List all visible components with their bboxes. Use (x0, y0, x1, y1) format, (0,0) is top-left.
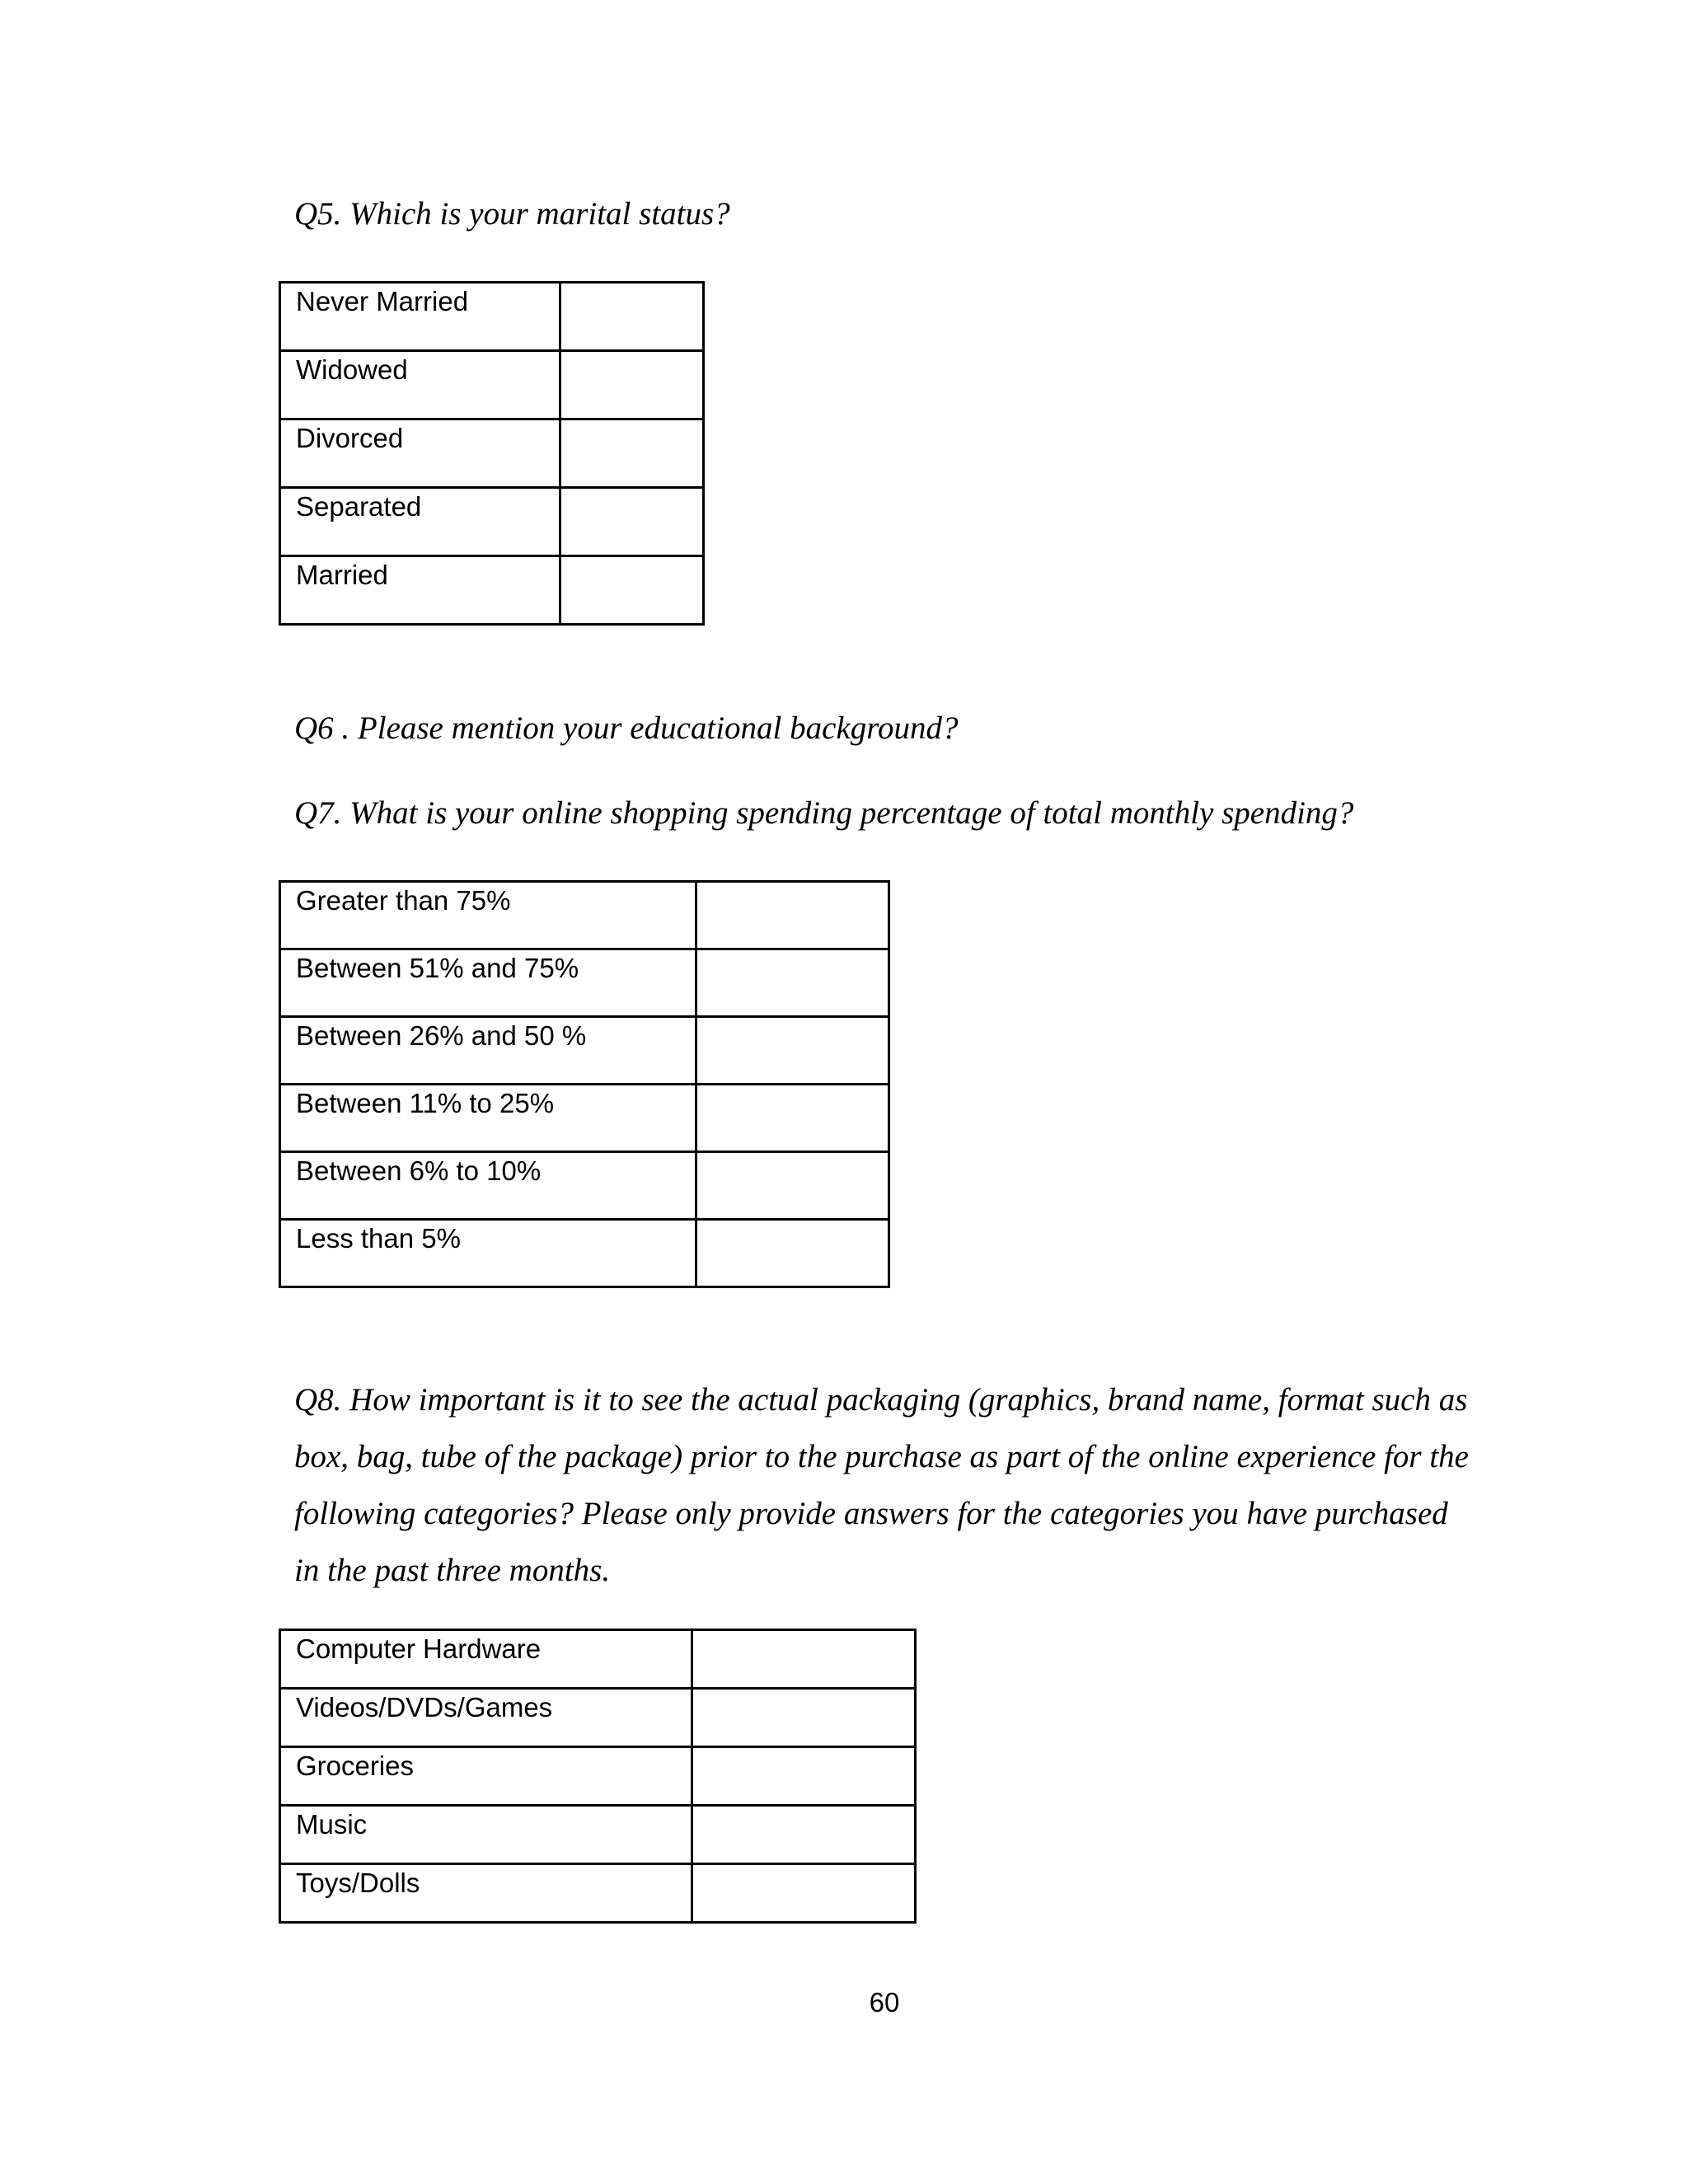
q7-question: Q7. What is your online shopping spending percentage of total monthly spending? (294, 795, 1354, 831)
q7-answer-table (279, 880, 890, 1288)
q5-option-label: Widowed (280, 351, 560, 419)
table-row (280, 1689, 916, 1747)
q7-option-label: Between 51% and 75% (280, 949, 696, 1017)
table-row (280, 882, 889, 949)
q8-answer-box[interactable] (692, 1747, 916, 1806)
q8-answer-box[interactable] (692, 1806, 916, 1864)
q8-answer-box[interactable] (692, 1689, 916, 1747)
q5-answer-box[interactable] (560, 488, 704, 556)
table-row (280, 351, 704, 419)
q5-question: Q5. Which is your marital status? (294, 196, 730, 232)
q7-answer-box[interactable] (696, 1085, 889, 1152)
table-row (280, 283, 704, 351)
q5-option-label: Never Married (280, 283, 560, 351)
q7-option-label: Less than 5% (280, 1220, 696, 1287)
table-row (280, 1864, 916, 1923)
q7-answer-box[interactable] (696, 1152, 889, 1220)
q5-answer-box[interactable] (560, 283, 704, 351)
table-row (280, 488, 704, 556)
table-row (280, 1220, 889, 1287)
table-row (280, 419, 704, 488)
table-row (280, 556, 704, 625)
q7-answer-box[interactable] (696, 882, 889, 949)
q8-option-label: Computer Hardware (280, 1630, 692, 1689)
q5-answer-box[interactable] (560, 556, 704, 625)
q5-answer-table (279, 281, 705, 626)
q7-answer-box[interactable] (696, 1220, 889, 1287)
q7-option-label: Greater than 75% (280, 882, 696, 949)
q7-answer-box[interactable] (696, 1017, 889, 1085)
q8-answer-box[interactable] (692, 1864, 916, 1923)
q7-option-label: Between 6% to 10% (280, 1152, 696, 1220)
q7-answer-box[interactable] (696, 949, 889, 1017)
q8-option-label: Videos/DVDs/Games (280, 1689, 692, 1747)
q8-question: Q8. How important is it to see the actual packaging (graphics, brand name, format such as box, bag, tube of the package) prior to the purchase as part of the online experience for the following categories? Please only provide answers for the categories you have purchased in the past three months. (294, 1382, 1469, 1588)
q8-option-label: Toys/Dolls (280, 1864, 692, 1923)
table-row (280, 1017, 889, 1085)
q5-option-label: Divorced (280, 419, 560, 488)
q8-option-label: Groceries (280, 1747, 692, 1806)
q5-answer-box[interactable] (560, 351, 704, 419)
q5-answer-box[interactable] (560, 419, 704, 488)
table-row (280, 1747, 916, 1806)
q6-question: Q6 . Please mention your educational background? (294, 710, 959, 746)
table-row (280, 1630, 916, 1689)
q7-option-label: Between 11% to 25% (280, 1085, 696, 1152)
page-number: 60 (869, 1987, 900, 2018)
table-row (280, 949, 889, 1017)
q8-answer-box[interactable] (692, 1630, 916, 1689)
table-row (280, 1152, 889, 1220)
table-row (280, 1085, 889, 1152)
q7-option-label: Between 26% and 50 % (280, 1017, 696, 1085)
q8-option-label: Music (280, 1806, 692, 1864)
table-row (280, 1806, 916, 1864)
q5-option-label: Separated (280, 488, 560, 556)
q5-option-label: Married (280, 556, 560, 625)
q8-answer-table (279, 1629, 917, 1924)
